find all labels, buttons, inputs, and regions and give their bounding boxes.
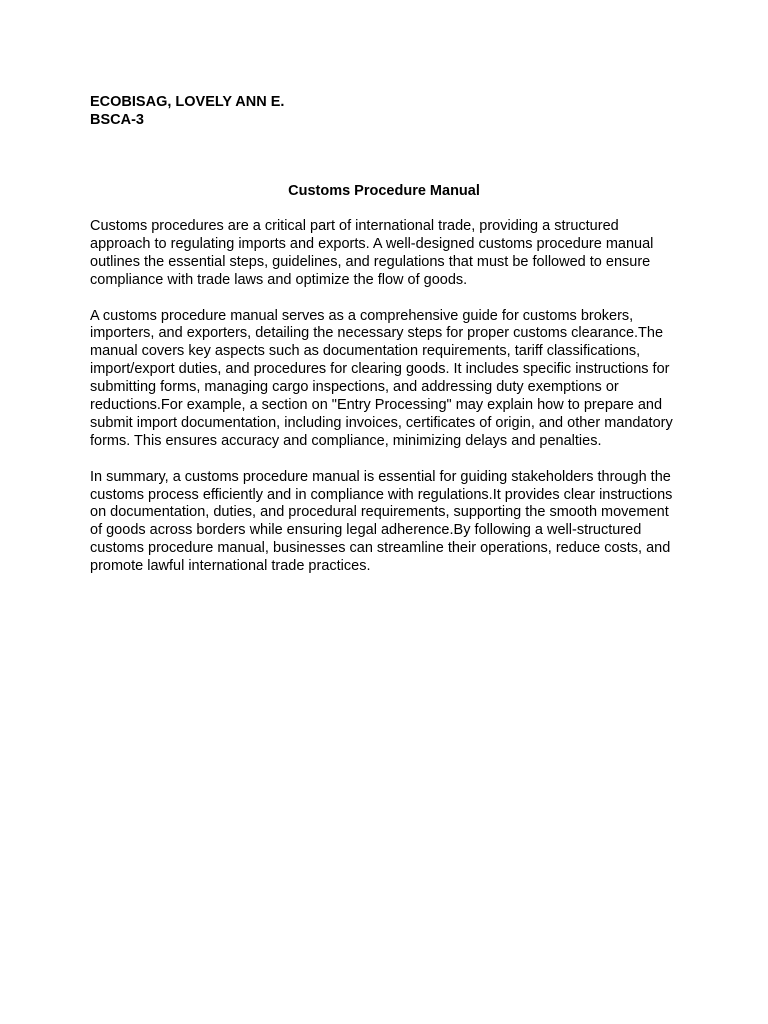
paragraph-introduction: Customs procedures are a critical part of international trade, providing a structured approach to regulating imports and exports. A well-designed customs procedure manual outlines the essential steps, guidelines, and regulations that must be followed to ensure compliance with trade laws and optimize the flow of goods. bbox=[90, 218, 654, 288]
paragraph-details: A customs procedure manual serves as a comprehensive guide for customs brokers, importers, and exporters, detailing the necessary steps for proper customs clearance.The manual covers key aspects such as documentation requirements, tariff classifications, import/export duties, and procedures for clearing goods. It includes specific instructions for submitting forms, managing cargo inspections, and addressing duty exemptions or reductions.For example, a section on "Entry Processing" may explain how to prepare and submit import documentation, including invoices, certificates of origin, and other mandatory forms. This ensures accuracy and compliance, minimizing delays and penalties. bbox=[90, 307, 673, 449]
author-header bbox=[90, 93, 284, 129]
author-section: BSCA-3 bbox=[90, 112, 144, 128]
paragraph-summary: In summary, a customs procedure manual is essential for guiding stakeholders through the customs process efficiently and in compliance with regulations.It provides clear instructions on documentation, duties, and procedural requirements, supporting the smooth movement of goods across borders while ensuring legal adherence.By following a well-structured customs procedure manual, businesses can streamline their operations, reduce costs, and promote lawful international trade practices. bbox=[90, 468, 673, 575]
document-body bbox=[90, 218, 680, 594]
author-name: ECOBISAG, LOVELY ANN E. bbox=[90, 94, 285, 110]
document-title: Customs Procedure Manual bbox=[288, 183, 480, 199]
